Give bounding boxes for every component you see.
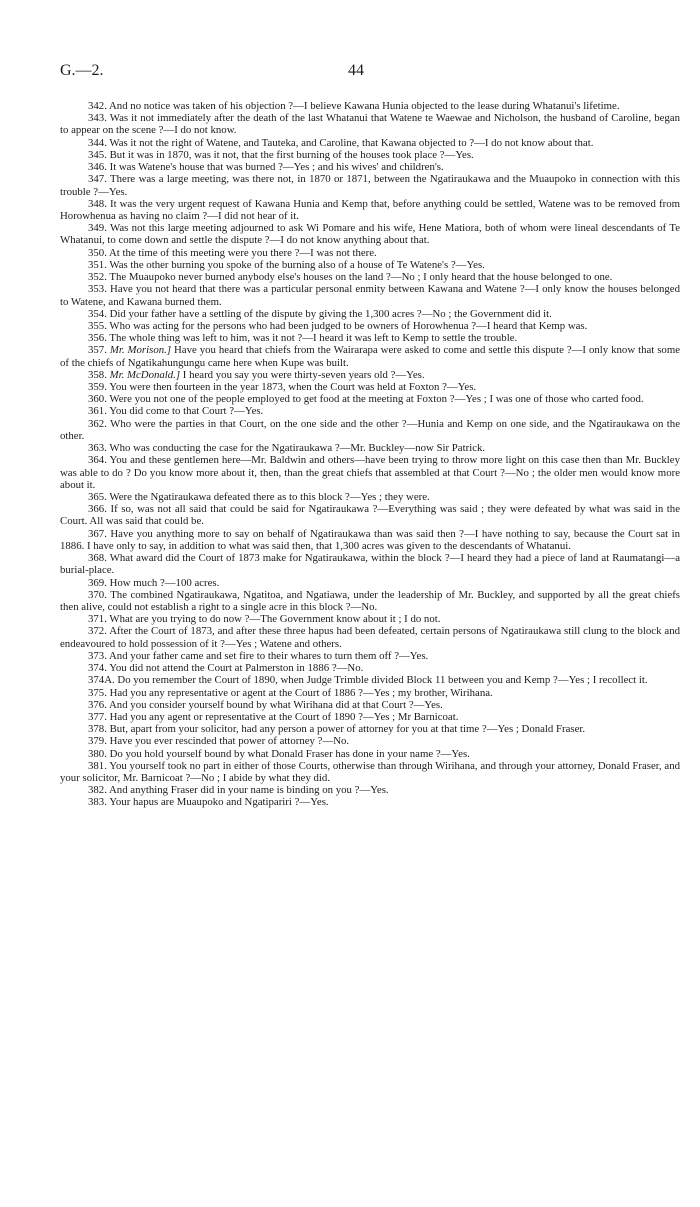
document-reference: G.—2. — [60, 62, 104, 79]
paragraph-text: 381. You yourself took no part in either of those Courts, otherwise than through Wirihana, and through your attorney, Donald Fraser, and your solicitor, Mr. Barnicoat ?—No ; I abide by what they did. — [60, 759, 680, 785]
question-answer-paragraph — [60, 393, 680, 405]
paragraph-text: 352. The Muaupoko never burned anybody else's houses on the land ?—No ; I only heard that the house belonged to one. — [88, 271, 613, 284]
question-answer-paragraph — [60, 760, 680, 784]
question-answer-paragraph — [60, 442, 680, 454]
question-answer-paragraph — [60, 332, 680, 344]
paragraph-text: 344. Was it not the right of Watene, and Tauteka, and Caroline, that Kawana objected to ?—I do not know about that. — [88, 136, 594, 149]
question-answer-paragraph — [60, 405, 680, 417]
paragraph-text: 374. You did not attend the Court at Palmerston in 1886 ?—No. — [88, 662, 364, 675]
question-answer-paragraph — [60, 503, 680, 527]
paragraph-text: 377. Had you any agent or representative at the Court of 1890 ?—Yes ; Mr Barnicoat. — [88, 710, 459, 723]
question-answer-paragraph — [60, 308, 680, 320]
question-answer-paragraph — [60, 528, 680, 552]
paragraph-text: 343. Was it not immediately after the death of the last Whatanui that Watene te Waewae and Nicholson, the husband of Caroline, began to appear on the scene ?—I do not know. — [60, 112, 680, 137]
question-answer-paragraph — [60, 687, 680, 699]
paragraph-text: Have you heard that chiefs from the Wairarapa were asked to come and settle this dispute ?—I only know that some of the chiefs of Ngatikahungungu came here when Kupe was built. — [60, 344, 681, 369]
question-answer-paragraph — [60, 711, 680, 723]
question-answer-paragraph — [60, 589, 680, 613]
paragraph-text: 355. Who was acting for the persons who had been judged to be owners of Horowhenua ?—I heard that Kemp was. — [88, 319, 588, 332]
question-answer-paragraph — [60, 198, 680, 222]
speaker-name: Mr. McDonald.] — [109, 368, 181, 381]
paragraph-text: 367. Have you anything more to say on behalf of Ngatiraukawa than was said then ?—I have nothing to say, because the Court sat in 1886. I have only to say, in addition to what was said then, that 1,300 acres was given to the descendants of Whatanui. — [60, 527, 680, 552]
page-header — [60, 62, 680, 82]
paragraph-text: 383. Your hapus are Muaupoko and Ngatipariri ?—Yes. — [88, 796, 329, 809]
paragraph-text: 359. You were then fourteen in the year 1873, when the Court was held at Foxton ?—Yes. — [88, 381, 477, 394]
question-answer-paragraph — [60, 137, 680, 149]
question-answer-paragraph — [60, 112, 680, 136]
paragraph-text: 360. Were you not one of the people employed to get food at the meeting at Foxton ?—Yes ; I was one of those who carted food. — [88, 393, 644, 406]
question-answer-paragraph — [60, 222, 680, 246]
question-answer-paragraph — [60, 784, 680, 796]
question-number: 358. — [88, 368, 107, 381]
document-body — [60, 100, 680, 809]
paragraph-text: 348. It was the very urgent request of Kawana Hunia and Kemp that, before anything could be settled, Watene was to be removed from Horowhenua as having no claim ?—I did not hear of it. — [60, 197, 680, 222]
paragraph-text: 380. Do you hold yourself bound by what Donald Fraser has done in your name ?—Yes. — [88, 747, 470, 760]
question-answer-paragraph — [60, 723, 680, 735]
question-answer-paragraph — [60, 247, 680, 259]
paragraph-text: 361. You did come to that Court ?—Yes. — [88, 405, 264, 418]
question-answer-paragraph — [60, 552, 680, 576]
paragraph-text: 356. The whole thing was left to him, was it not ?—I heard it was left to Kemp to settle the trouble. — [88, 332, 518, 345]
question-answer-paragraph — [60, 699, 680, 711]
question-answer-paragraph — [60, 149, 680, 161]
question-answer-paragraph — [60, 577, 680, 589]
paragraph-text: 350. At the time of this meeting were you there ?—I was not there. — [88, 246, 377, 259]
paragraph-text: 366. If so, was not all said that could be said for Ngatiraukawa ?—Everything was said ; they were defeated by what was said in the Court. All was said that could be. — [60, 503, 680, 528]
paragraph-text: 378. But, apart from your solicitor, had any person a power of attorney for you at that time ?—Yes ; Donald Fraser. — [88, 723, 586, 736]
paragraph-text: 351. Was the other burning you spoke of the burning also of a house of Te Watene's ?—Yes. — [88, 258, 485, 271]
question-answer-paragraph — [60, 625, 680, 649]
paragraph-text: 373. And your father came and set fire to their whares to turn them off ?—Yes. — [88, 649, 429, 662]
page-number: 44 — [348, 62, 364, 79]
question-answer-paragraph — [60, 735, 680, 747]
question-answer-paragraph — [60, 369, 680, 381]
question-answer-paragraph — [60, 271, 680, 283]
question-answer-paragraph — [60, 748, 680, 760]
paragraph-text: 363. Who was conducting the case for the Ngatiraukawa ?—Mr. Buckley—now Sir Patrick. — [88, 442, 486, 455]
paragraph-text: 369. How much ?—100 acres. — [88, 576, 220, 589]
question-answer-paragraph — [60, 344, 680, 368]
paragraph-text: 372. After the Court of 1873, and after these three hapus had been defeated, certain persons of Ngatiraukawa still clung to the block and endeavoured to hold possession of it ?—Yes ; Watene and others. — [60, 625, 680, 650]
question-answer-paragraph — [60, 796, 680, 808]
paragraph-text: 365. Were the Ngatiraukawa defeated there as to this block ?—Yes ; they were. — [88, 491, 430, 503]
paragraph-text: 368. What award did the Court of 1873 make for Ngatiraukawa, within the block ?—I heard they had a piece of land at Raumatangi—a burial-place. — [60, 552, 680, 577]
paragraph-text: 346. It was Watene's house that was burned ?—Yes ; and his wives' and children's. — [88, 161, 444, 174]
question-answer-paragraph — [60, 100, 680, 112]
paragraph-text: 345. But it was in 1870, was it not, that the first burning of the houses took place ?—Yes. — [88, 148, 474, 161]
paragraph-text: 353. Have you not heard that there was a particular personal enmity between Kawana and Watene ?—I only know the houses belonged to Watene, and Kawana burned them. — [60, 283, 680, 308]
paragraph-text: 354. Did your father have a settling of the dispute by giving the 1,300 acres ?—No ; the Government did it. — [88, 307, 552, 320]
paragraph-text: 375. Had you any representative or agent at the Court of 1886 ?—Yes ; my brother, Wirihana. — [88, 686, 493, 699]
paragraph-text: 371. What are you trying to do now ?—The Government know about it ; I do not. — [88, 613, 441, 626]
question-answer-paragraph — [60, 161, 680, 173]
question-number: 357. — [88, 344, 107, 357]
question-answer-paragraph — [60, 381, 680, 393]
paragraph-text: 382. And anything Fraser did in your name is binding on you ?—Yes. — [88, 784, 389, 797]
question-answer-paragraph — [60, 173, 680, 197]
paragraph-text: 376. And you consider yourself bound by what Wirihana did at that Court ?—Yes. — [88, 698, 443, 711]
speaker-name: Mr. Morison.] — [109, 344, 172, 357]
paragraph-text: 347. There was a large meeting, was there not, in 1870 or 1871, between the Ngatiraukawa and the Muaupoko in connection with this trouble ?—Yes. — [60, 173, 680, 198]
paragraph-text: 342. And no notice was taken of his objection ?—I believe Kawana Hunia objected to the lease during Whatanui's lifetime. — [88, 100, 620, 112]
paragraph-text: 349. Was not this large meeting adjourned to ask Wi Pomare and his wife, Hene Matiora, both of whom were lineal descendants of Te Whatanui, to come down and settle the dispute ?—I do not know anything about that. — [60, 222, 680, 247]
paragraph-text: I heard you say you were thirty-seven years old ?—Yes. — [182, 368, 425, 381]
question-answer-paragraph — [60, 418, 680, 442]
paragraph-text: 362. Who were the parties in that Court, on the one side and the other ?—Hunia and Kemp on one side, and the Ngatiraukawa on the other. — [60, 417, 680, 442]
question-answer-paragraph — [60, 283, 680, 307]
question-answer-paragraph — [60, 259, 680, 271]
question-answer-paragraph — [60, 454, 680, 491]
question-answer-paragraph — [60, 650, 680, 662]
paragraph-text: 374A. Do you remember the Court of 1890, when Judge Trimble divided Block 11 between you and Kemp ?—Yes ; I recollect it. — [88, 674, 648, 687]
paragraph-text: 379. Have you ever rescinded that power of attorney ?—No. — [88, 735, 350, 748]
question-answer-paragraph — [60, 491, 680, 503]
question-answer-paragraph — [60, 613, 680, 625]
question-answer-paragraph — [60, 674, 680, 686]
question-answer-paragraph — [60, 662, 680, 674]
paragraph-text: 364. You and these gentlemen here—Mr. Baldwin and others—have been trying to throw more light on this case then than Mr. Buckley was able to do ? Do you know more about it, then, than the great chiefs that assembled at that Court ?—No ; the older men would know more about it. — [60, 454, 680, 491]
paragraph-text: 370. The combined Ngatiraukawa, Ngatitoa, and Ngatiawa, under the leadership of Mr. Buckley, and supported by all the great chiefs then alive, could not establish a right to a single acre in this block ?—No. — [60, 588, 680, 613]
question-answer-paragraph — [60, 320, 680, 332]
